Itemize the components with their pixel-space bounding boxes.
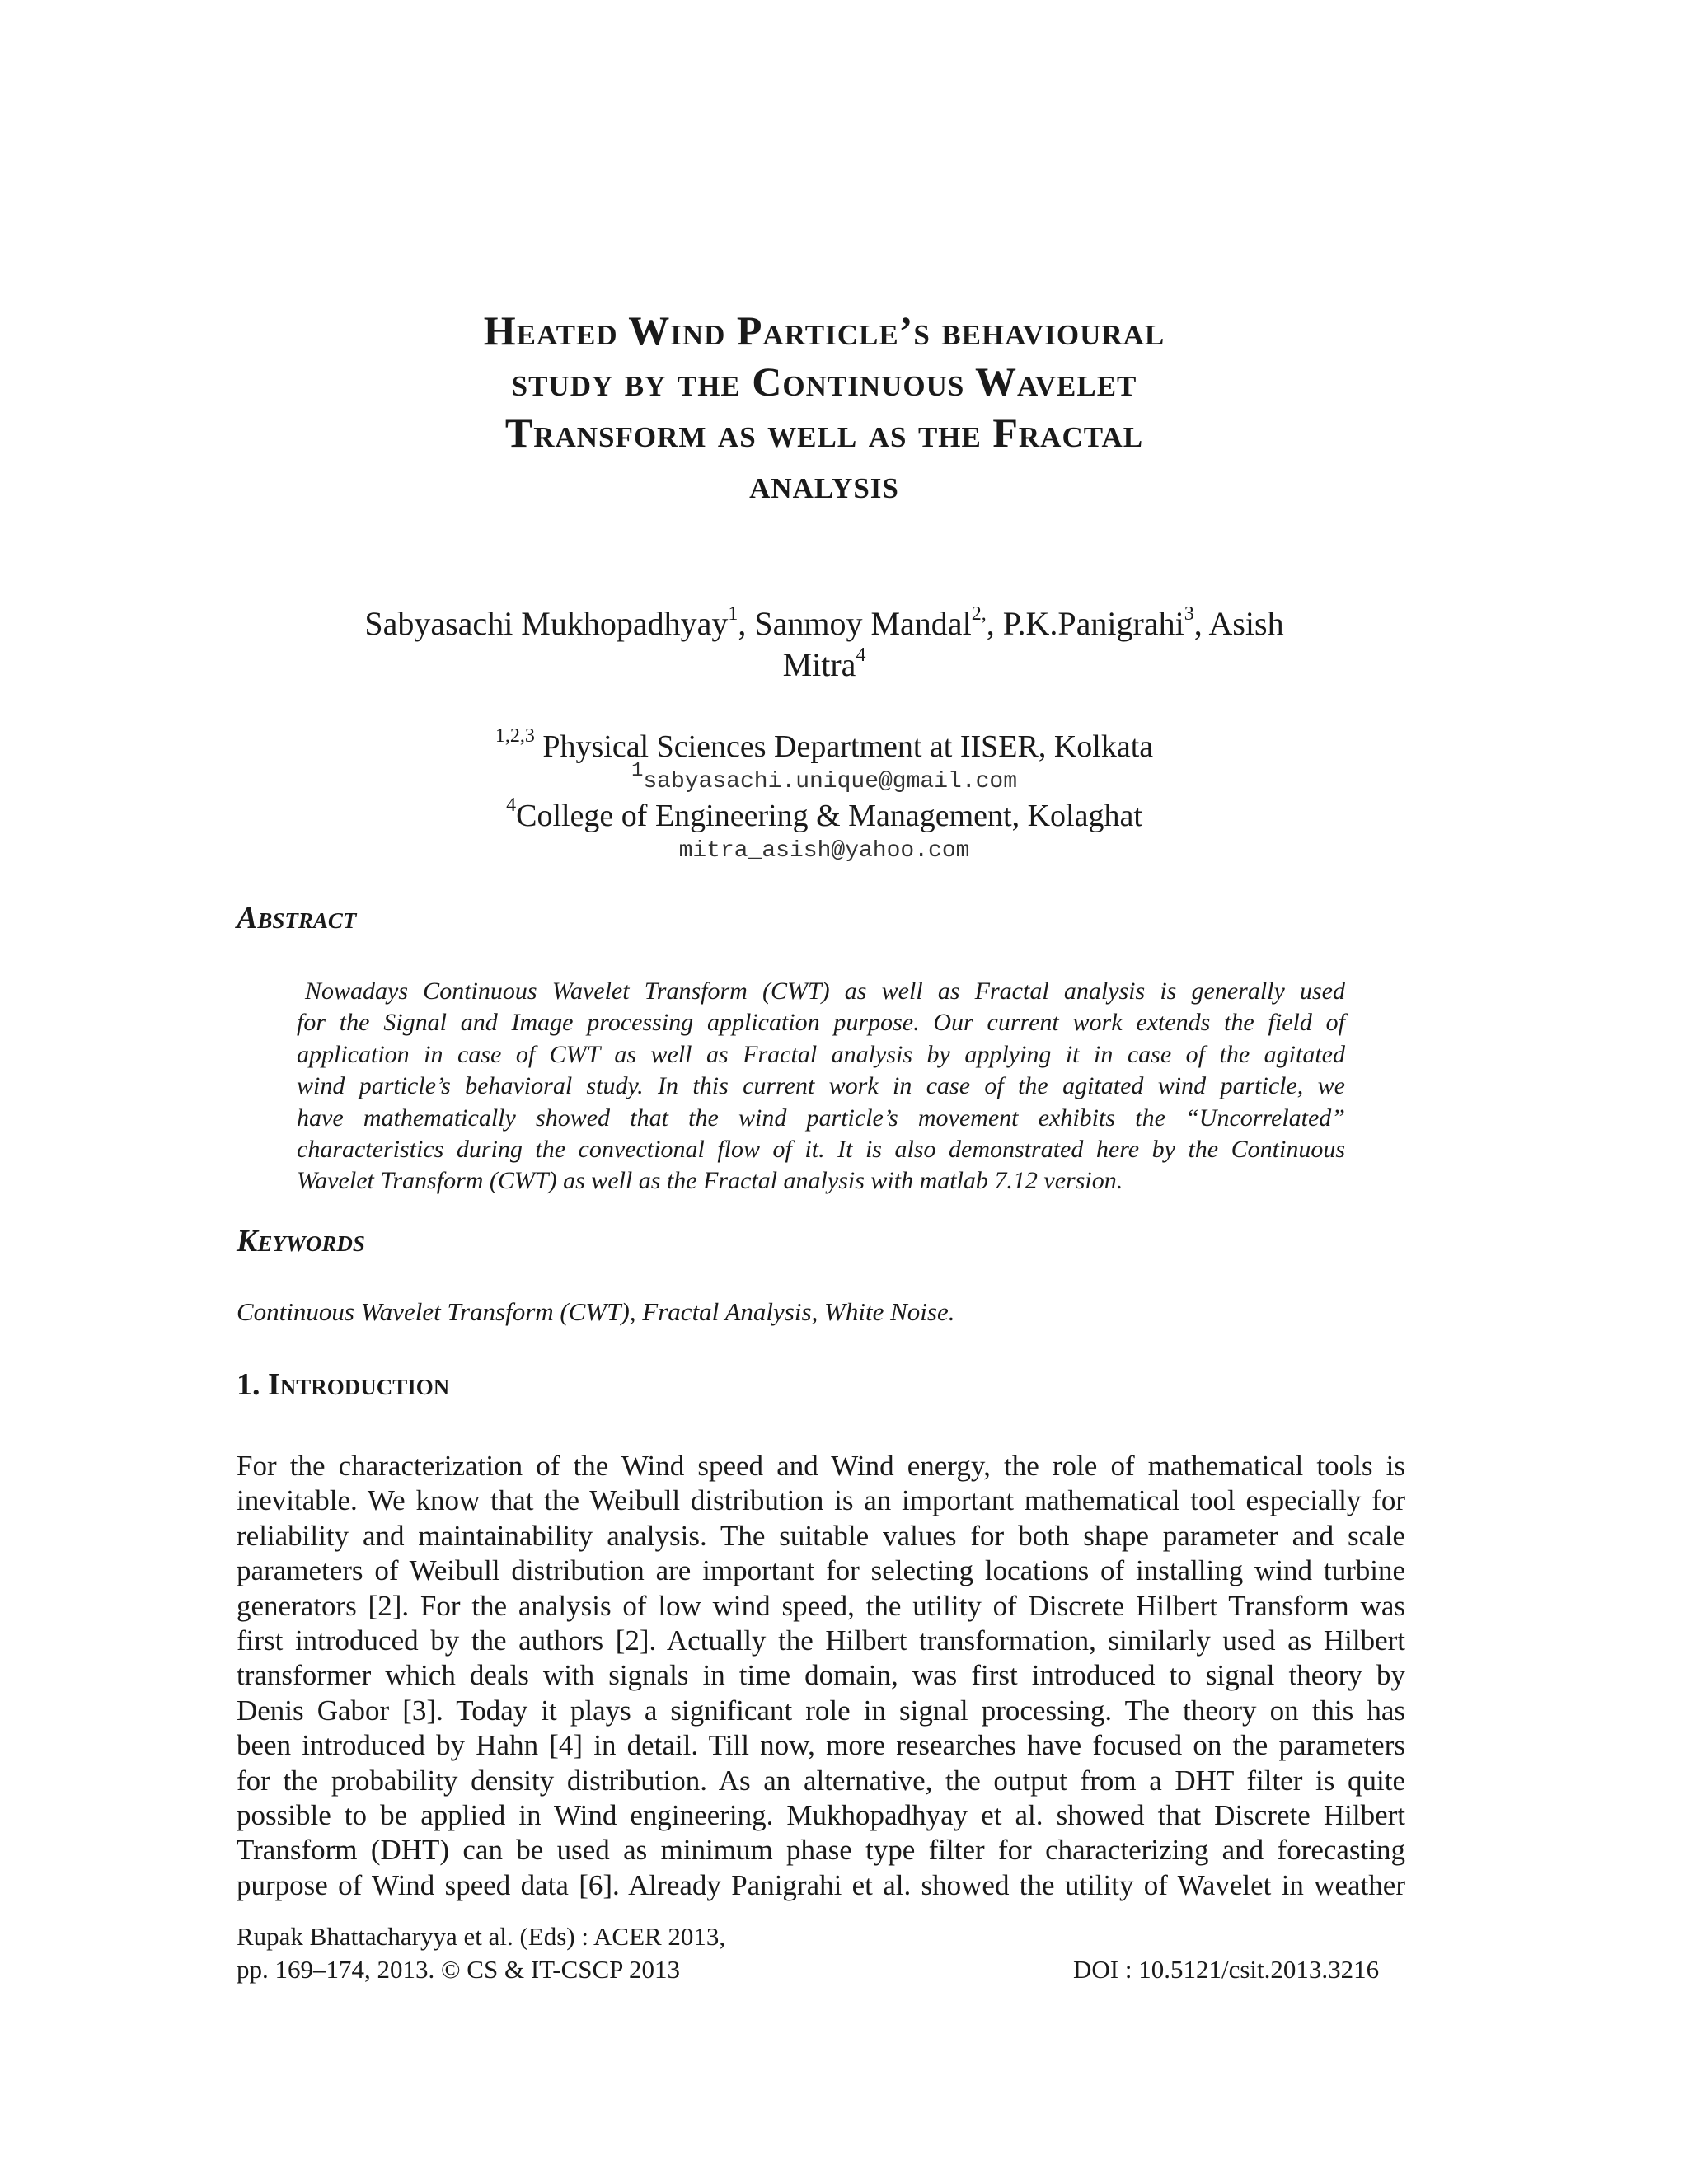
affiliation-sup: 1,2,3 [495,725,535,748]
email-1 [247,759,1401,796]
author-line-1 [247,603,1401,644]
email-text: mitra_asish@yahoo.com [678,838,970,864]
body-line: first introduced by the authors [2]. Actually the Hilbert transformation, similarly used as Hilbert [237,1624,1405,1657]
body-line: reliability and maintainability analysis. The suitable values for both shape parameter and scale [237,1519,1405,1552]
title-line: Transform as well as the Fractal [504,410,1144,456]
author-line-2 [247,644,1401,686]
abstract-line: characteristics during the convectional flow of it. It is also demonstrated here by the Continuous [297,1136,1345,1164]
author-name: Mitra [782,646,856,683]
body-line: parameters of Weibull distribution are important for selecting locations of installing wind turbine [237,1554,1405,1587]
affiliation-text: College of Engineering & Management, Kolaghat [516,799,1142,833]
body-line: Denis Gabor [3]. Today it plays a significant role in signal processing. The theory on this has [237,1694,1405,1727]
body-line: generators [2]. For the analysis of low wind speed, the utility of Discrete Hilbert Transform was [237,1589,1405,1622]
body-line: for the probability density distribution. As an alternative, the output from a DHT filter is quite [237,1764,1405,1797]
abstract-heading: Abstract [237,901,357,935]
abstract-line: Nowadays Continuous Wavelet Transform (CWT) as well as Fractal analysis is generally used [305,977,1345,1005]
body-line: transformer which deals with signals in time domain, was first introduced to signal theory by [237,1659,1405,1692]
footer-line: Rupak Bhattacharyya et al. (Eds) : ACER 2013, [237,1922,726,1951]
paper-title [247,305,1401,509]
abstract-line: wind particle’s behavioral study. In this current work in case of the agitated wind particle, we [297,1072,1345,1100]
abstract-line: Wavelet Transform (CWT) as well as the Fractal analysis with matlab 7.12 version. [297,1167,1123,1195]
keywords-text: Continuous Wavelet Transform (CWT), Fractal Analysis, White Noise. [237,1297,955,1326]
body-line: For the characterization of the Wind speed and Wind energy, the role of mathematical tools is [237,1450,1405,1482]
body-line: Transform (DHT) can be used as minimum phase type filter for characterizing and forecasting [237,1834,1405,1867]
title-line: analysis [749,461,899,507]
affiliation-2 [247,794,1401,834]
affiliation-text: Physical Sciences Department at IISER, Kolkata [534,729,1154,764]
keywords-heading: Keywords [237,1224,365,1258]
author-sup: 2, [971,602,987,625]
affiliation-sup: 4 [506,794,517,817]
author-list [247,603,1401,686]
email-sup: 1 [631,759,644,782]
author-sup: 1 [728,602,738,625]
abstract-line: for the Signal and Image processing application purpose. Our current work extends the field of [297,1009,1345,1037]
affiliation-1 [247,725,1401,765]
email-2 [247,837,1401,865]
body-line: possible to be applied in Wind engineering. Mukhopadhyay et al. showed that Discrete Hilbert [237,1799,1405,1832]
title-line: Heated Wind Particle’s behavioural [483,307,1165,354]
body-line: purpose of Wind speed data [6]. Already Panigrahi et al. showed the utility of Wavelet in weather [237,1868,1405,1901]
footer-line: pp. 169–174, 2013. © CS & IT-CSCP 2013 [237,1955,681,1984]
introduction-body [237,1449,1405,1903]
title-line: study by the Continuous Wavelet [511,359,1137,405]
footer-citation [237,1920,725,1986]
body-line: inevitable. We know that the Weibull distribution is an important mathematical tool especially for [237,1484,1405,1517]
email-text: sabyasachi.unique@gmail.com [643,769,1018,794]
author-name: , Sanmoy Mandal [738,605,972,642]
author-name: , P.K.Panigrahi [986,605,1184,642]
author-sup: 4 [856,644,866,666]
author-sup: 3 [1184,602,1194,625]
footer-doi: DOI : 10.5121/csit.2013.3216 [1073,1955,1380,1984]
author-name: , Asish [1193,605,1284,642]
abstract-line: have mathematically showed that the wind particle’s movement exhibits the “Uncorrelated” [297,1104,1345,1132]
abstract-body [297,976,1345,1197]
body-line: been introduced by Hahn [4] in detail. Till now, more researches have focused on the parameters [237,1729,1405,1762]
introduction-heading: 1. Introduction [237,1367,450,1402]
author-name: Sabyasachi Mukhopadhyay [364,605,729,642]
abstract-line: application in case of CWT as well as Fractal analysis by applying it in case of the agitated [297,1040,1345,1068]
